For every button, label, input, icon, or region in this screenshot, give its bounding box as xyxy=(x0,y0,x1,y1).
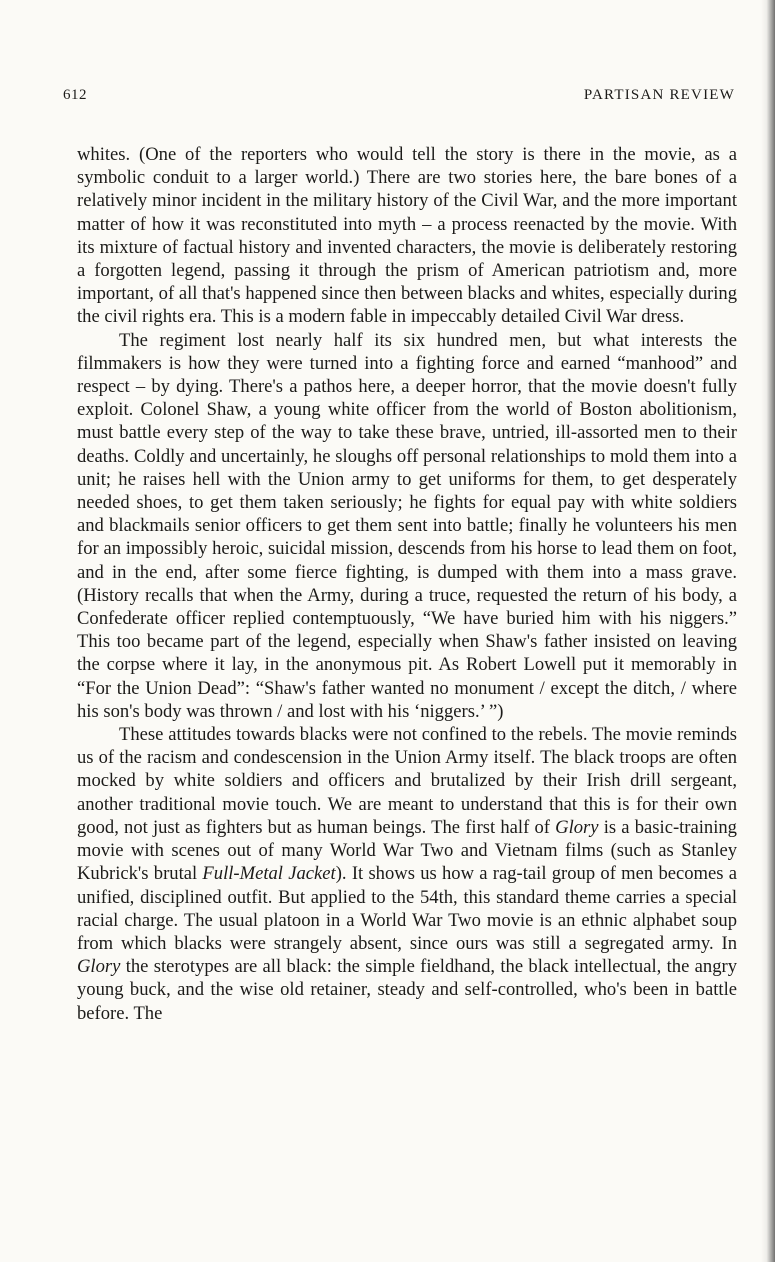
article-body xyxy=(77,143,737,1025)
paragraph-2 xyxy=(77,329,737,723)
journal-title: PARTISAN REVIEW xyxy=(583,87,735,103)
film-title-glory: Glory xyxy=(555,816,599,838)
paragraph-1 xyxy=(77,143,737,329)
paragraph-3 xyxy=(77,723,737,1025)
paragraph-3-text-d: the sterotypes are all black: the simple fieldhand, the black intellectual, the angry young buck, and the wise old retainer, steady and self-controlled, who's been in battle before. The xyxy=(77,956,737,1024)
paragraph-3-text-c: ). It shows us how a rag-tail group of men becomes a unified, disciplined outfit. But applied to the 54th, this standard theme carries a special racial charge. The usual platoon in a World War Two movie is an ethnic alphabet soup from which blacks were strangely absent, since ours was still a segregated army. In xyxy=(77,863,738,954)
paragraph-2-text: The regiment lost nearly half its six hundred men, but what interests the filmmakers is how they were turned into a fighting force and earned “manhood” and respect – by dying. There's a pathos here, a deeper horror, that the movie doesn't fully exploit. Colonel Shaw, a young white officer from the world of Boston abolitionism, must battle every step of the way to take these brave, untried, ill-assorted men to their deaths. Coldly and uncertainly, he sloughs off personal relationships to mold them into a unit; he raises hell with the Union army to get uniforms for them, to get desperately needed shoes, to get them taken seriously; he fights for equal pay with white soldiers and blackmails senior officers to get them sent into battle; finally he volunteers his men for an impossibly heroic, suicidal mission, descends from his horse to lead them on foot, and in the end, after some fierce fighting, is dumped with them into a mass grave. (History recalls that when the Army, during a truce, requested the return of his body, a Confederate officer replied contemptuously, “We have buried him with his niggers.” This too became part of the legend, especially when Shaw's father insisted on leaving the corpse where it lay, in the anonymous pit. As Robert Lowell put it memorably in “For the Union Dead”: “Shaw's father wanted no monument / except the ditch, / where his son's body was thrown / and lost with his ‘niggers.’ ”) xyxy=(77,329,737,722)
page-number: 612 xyxy=(63,87,87,103)
running-head xyxy=(63,87,735,107)
page-edge-shadow xyxy=(761,0,775,1262)
paragraph-3-text-b: is a basic-training movie with scenes out of many World War Two and Vietnam films (such as Stanley Kubrick's brutal xyxy=(77,816,737,885)
paragraph-3-text-a: These attitudes towards blacks were not confined to the rebels. The movie reminds us of the racism and condescension in the Union Army itself. The black troops are often mocked by white soldiers and officers and brutalized by their Irish drill sergeant, another traditional movie touch. We are meant to understand that this is for their own good, not just as fighters but as human beings. The first half of xyxy=(77,724,737,838)
paragraph-1-text: whites. (One of the reporters who would tell the story is there in the movie, as a symbolic conduit to a larger world.) There are two stories here, the bare bones of a relatively minor incident in the military history of the Civil War, and the more important matter of how it was reconstituted into myth – a process reenacted by the movie. With its mixture of factual history and invented characters, the movie is deliberately restoring a forgotten legend, passing it through the prism of American patriotism and, more important, of all that's happened since then between blacks and whites, especially during the civil rights era. This is a modern fable in impeccably detailed Civil War dress. xyxy=(77,144,737,328)
film-title-glory-second: Glory xyxy=(77,956,121,978)
film-title-full-metal-jacket: Full-Metal Jacket xyxy=(202,863,336,885)
